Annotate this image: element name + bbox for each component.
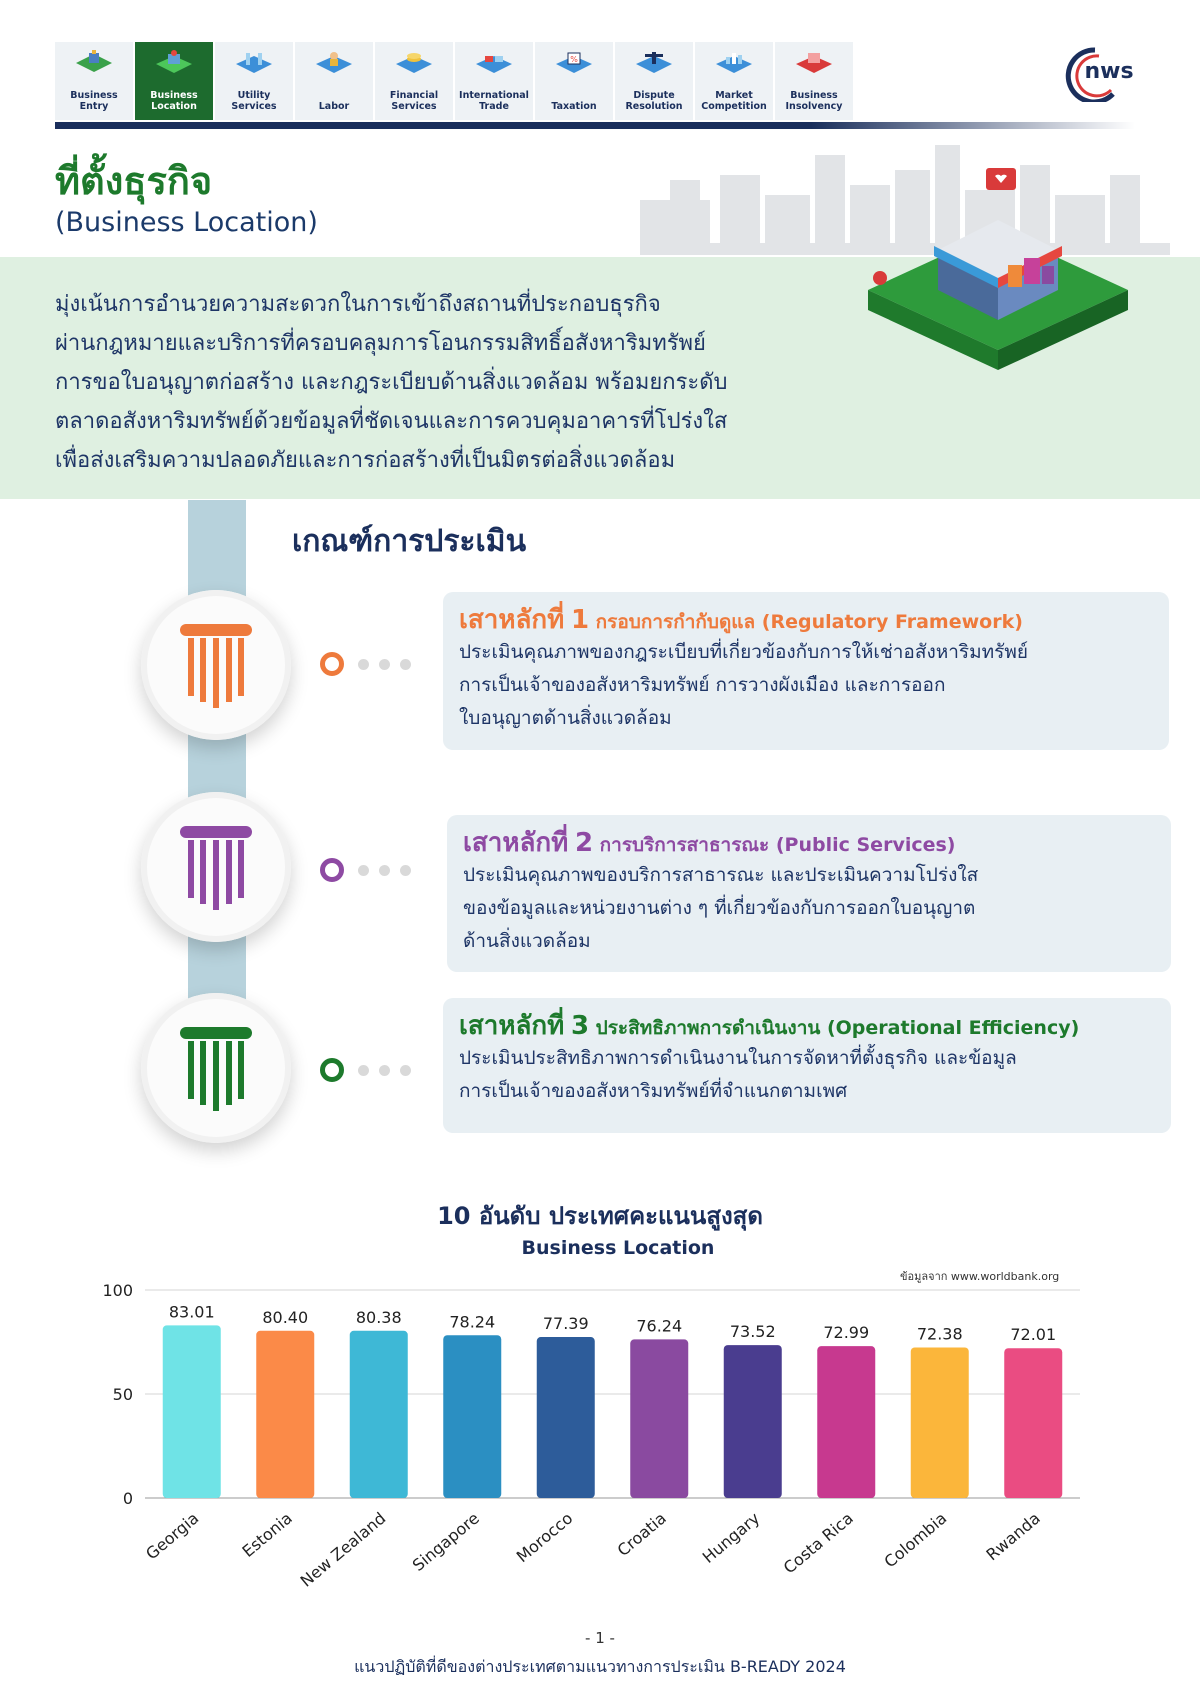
pillar-number: 3 — [570, 1011, 590, 1041]
pillar-label: เสาหลักที่ — [463, 828, 569, 858]
pillar-name: การบริการสาธารณะ (Public Services) — [599, 834, 956, 856]
bar — [443, 1335, 501, 1498]
y-tick-label: 0 — [122, 1489, 133, 1508]
connector-dot — [400, 659, 411, 670]
tab-label: Taxation — [551, 101, 597, 112]
tab-label: Business — [790, 90, 838, 101]
pillar-name: กรอบการกำกับดูแล (Regulatory Framework) — [595, 611, 1023, 633]
bar-value-label: 83.01 — [168, 1302, 215, 1322]
connector-dot — [400, 865, 411, 876]
footer-text: แนวปฏิบัติที่ดีของต่างประเทศตามแนวทางการประเมิน B-READY 2024 — [354, 1657, 846, 1676]
tab-label: Market — [715, 90, 753, 101]
page-subtitle: (Business Location) — [55, 207, 318, 238]
tab-label: Utility — [237, 90, 271, 101]
tab-label: Location — [151, 101, 197, 112]
intro-line: ผ่านกฎหมายและบริการที่ครอบคลุมการโอนกรรมสิทธิ์อสังหาริมทรัพย์ — [55, 331, 706, 356]
pillar-heading — [459, 1012, 1155, 1042]
bar — [911, 1347, 969, 1498]
column-icon — [176, 620, 256, 710]
tab-label: Labor — [318, 101, 350, 112]
topic-nav — [55, 42, 855, 120]
tab-dispute-resolution[interactable] — [615, 42, 693, 120]
tab-label: Competition — [701, 101, 767, 112]
pillar-number: 1 — [570, 605, 590, 635]
market-competition-icon — [714, 50, 754, 76]
pillar-desc-line: ด้านสิ่งแวดล้อม — [463, 930, 591, 952]
tab-label: Services — [391, 101, 437, 112]
labor-icon — [314, 50, 354, 76]
business-location-icon — [154, 50, 194, 76]
taxation-icon — [554, 50, 594, 76]
pillar-desc-line: ใบอนุญาตด้านสิ่งแวดล้อม — [459, 707, 672, 729]
intro-line: ตลาดอสังหาริมทรัพย์ด้วยข้อมูลที่ชัดเจนและการควบคุมอาคารที่โปร่งใส — [55, 409, 728, 434]
tab-business-location[interactable] — [135, 42, 213, 120]
bar — [1004, 1348, 1062, 1498]
pillar-2-connector — [320, 858, 421, 882]
tab-label: Insolvency — [785, 101, 843, 112]
connector-dot — [379, 865, 390, 876]
connector-dot — [358, 659, 369, 670]
connector-ring — [320, 1058, 344, 1082]
tab-financial-services[interactable] — [375, 42, 453, 120]
column-icon — [176, 1023, 256, 1113]
criteria-title: เกณฑ์การประเมิน — [292, 524, 527, 559]
bar — [724, 1345, 782, 1498]
pillar-label: เสาหลักที่ — [459, 1011, 565, 1041]
svg-text:%: % — [570, 55, 578, 64]
bar-value-label: 80.38 — [355, 1307, 402, 1327]
logo-text: nws — [1084, 59, 1134, 84]
bar-value-label: 72.01 — [1010, 1325, 1057, 1345]
bar — [537, 1337, 595, 1498]
business-insolvency-icon — [794, 50, 834, 76]
chart-subtitle: Business Location — [521, 1237, 715, 1259]
x-tick-label: Morocco — [512, 1508, 577, 1567]
pillar-number: 2 — [574, 828, 594, 858]
pillar-heading — [459, 606, 1153, 636]
x-tick-label: New Zealand — [296, 1508, 390, 1591]
store-lot-illustration — [858, 150, 1138, 390]
bar — [256, 1331, 314, 1498]
tab-taxation[interactable] — [535, 42, 613, 120]
bar-value-label: 72.99 — [823, 1323, 870, 1343]
bar-value-label: 80.40 — [262, 1307, 309, 1327]
tab-label: Trade — [479, 101, 509, 112]
connector-ring — [320, 858, 344, 882]
pillar-1-connector — [320, 652, 421, 676]
bar — [350, 1331, 408, 1498]
pillar-2-card — [447, 815, 1171, 972]
pillar-desc-line: การเป็นเจ้าของอสังหาริมทรัพย์ การวางผังเมือง และการออก — [459, 674, 946, 696]
pillar-heading — [463, 829, 1155, 859]
pillar-desc-line: การเป็นเจ้าของอสังหาริมทรัพย์ที่จำแนกตามเพศ — [459, 1080, 848, 1102]
bar-value-label: 76.24 — [636, 1316, 683, 1336]
tab-business-entry[interactable] — [55, 42, 133, 120]
connector-dot — [400, 1065, 411, 1076]
tab-utility-services[interactable] — [215, 42, 293, 120]
intro-line: การขอใบอนุญาตก่อสร้าง และกฎระเบียบด้านสิ่งแวดล้อม พร้อมยกระดับ — [55, 370, 728, 395]
tab-international-trade[interactable] — [455, 42, 533, 120]
x-tick-label: Rwanda — [982, 1508, 1044, 1565]
pillar-label: เสาหลักที่ — [459, 605, 565, 635]
pillar-desc-line: ของข้อมูลและหน่วยงานต่าง ๆ ที่เกี่ยวข้องกับการออกใบอนุญาต — [463, 897, 976, 919]
nav-underline — [55, 122, 1135, 129]
page-title: ที่ตั้งธุรกิจ — [55, 159, 213, 203]
page-number: - 1 - — [585, 1629, 615, 1647]
bar — [817, 1346, 875, 1498]
x-tick-label: Hungary — [698, 1508, 764, 1567]
bar — [163, 1325, 221, 1498]
international-trade-icon — [474, 50, 514, 76]
pillar-1-badge — [141, 590, 291, 740]
x-tick-label: Costa Rica — [779, 1508, 857, 1578]
connector-dot — [379, 659, 390, 670]
y-tick-label: 50 — [112, 1385, 133, 1404]
column-icon — [176, 822, 256, 912]
tab-label: International — [459, 90, 529, 101]
logo — [1065, 42, 1135, 102]
bar-value-label: 78.24 — [449, 1312, 496, 1332]
connector-ring — [320, 652, 344, 676]
dispute-resolution-icon — [634, 50, 674, 76]
x-tick-label: Colombia — [880, 1508, 951, 1572]
tab-label: Business — [70, 90, 118, 101]
tab-label: Business — [150, 90, 198, 101]
tab-business-insolvency[interactable] — [775, 42, 853, 120]
business-entry-icon — [74, 50, 114, 76]
pillar-1-card — [443, 592, 1169, 750]
x-tick-label: Estonia — [238, 1508, 296, 1561]
bar-value-label: 77.39 — [542, 1314, 589, 1334]
x-tick-label: Georgia — [142, 1508, 203, 1564]
tab-label: Resolution — [625, 101, 683, 112]
intro-line: เพื่อส่งเสริมความปลอดภัยและการก่อสร้างที่เป็นมิตรต่อสิ่งแวดล้อม — [55, 448, 676, 473]
chart-source: ข้อมูลจาก www.worldbank.org — [900, 1270, 1060, 1283]
x-tick-label: Singapore — [408, 1508, 483, 1575]
tab-market-competition[interactable] — [695, 42, 773, 120]
pillar-name: ประสิทธิภาพการดำเนินงาน (Operational Efficiency) — [595, 1017, 1080, 1039]
tab-label: Services — [231, 101, 277, 112]
tab-label: Financial — [389, 90, 439, 101]
pillar-desc-line: ประเมินคุณภาพของกฎระเบียบที่เกี่ยวข้องกับการให้เช่าอสังหาริมทรัพย์ — [459, 641, 1029, 663]
tab-labor[interactable] — [295, 42, 373, 120]
pillar-3-badge — [141, 993, 291, 1143]
financial-services-icon — [394, 50, 434, 76]
bar-value-label: 72.38 — [916, 1324, 963, 1344]
x-tick-label: Croatia — [613, 1508, 670, 1561]
pillar-3-card — [443, 998, 1171, 1133]
connector-dot — [379, 1065, 390, 1076]
pillar-2-badge — [141, 792, 291, 942]
intro-line: มุ่งเน้นการอำนวยความสะดวกในการเข้าถึงสถานที่ประกอบธุรกิจ — [55, 292, 661, 317]
intro-text — [55, 285, 935, 480]
tab-label: Dispute — [633, 90, 675, 101]
chart-title: 10 อันดับ ประเทศคะแนนสูงสุด — [437, 1202, 763, 1230]
bar-chart — [95, 1275, 1105, 1615]
tab-label: Entry — [79, 101, 109, 112]
pillar-desc-line: ประเมินคุณภาพของบริการสาธารณะ และประเมินความโปร่งใส — [463, 864, 979, 886]
pillar-3-connector — [320, 1058, 421, 1082]
bar — [630, 1339, 688, 1498]
connector-dot — [358, 1065, 369, 1076]
bar-value-label: 73.52 — [729, 1322, 776, 1342]
utility-services-icon — [234, 50, 274, 76]
pillar-desc-line: ประเมินประสิทธิภาพการดำเนินงานในการจัดหาที่ตั้งธุรกิจ และข้อมูล — [459, 1047, 1017, 1069]
connector-dot — [358, 865, 369, 876]
y-tick-label: 100 — [102, 1281, 133, 1300]
